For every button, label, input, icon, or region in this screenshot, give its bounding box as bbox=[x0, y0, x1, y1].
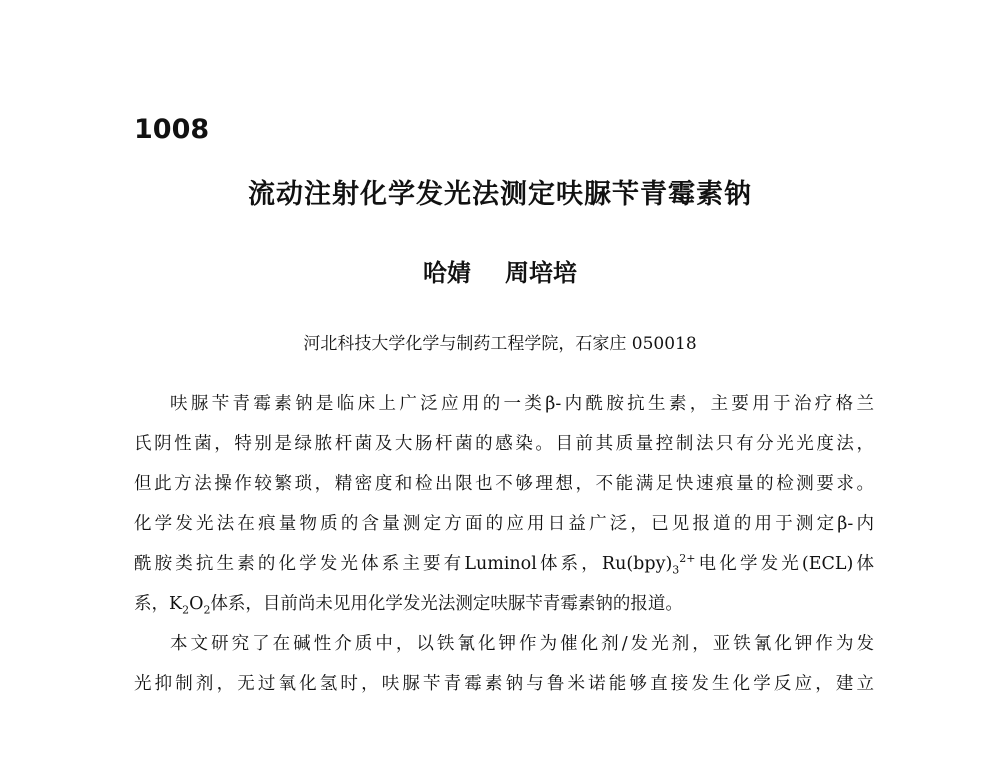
paragraph-1-line-4: 化学发光法在痕量物质的含量测定方面的应用日益广泛，已见报道的用于测定β-内 bbox=[134, 514, 874, 534]
paragraph-2-line-2: 光抑制剂，无过氧化氢时，呋脲苄青霉素钠与鲁米诺能够直接发生化学反应，建立 bbox=[134, 674, 874, 694]
line-6-subscript-2: 2 bbox=[203, 603, 211, 617]
paragraph-1-line-6 bbox=[134, 584, 874, 624]
abstract-body bbox=[134, 384, 874, 704]
paper-title: 流动注射化学发光法测定呋脲苄青霉素钠 bbox=[248, 179, 752, 210]
paragraph-1-line-1: 呋脲苄青霉素钠是临床上广泛应用的一类β-内酰胺抗生素，主要用于治疗格兰 bbox=[170, 394, 874, 414]
line-6-text-c: 体系，目前尚未见用化学发光法测定呋脲苄青霉素钠的报道。 bbox=[210, 594, 683, 614]
line-6-subscript-1: 2 bbox=[182, 603, 190, 617]
paragraph-1-line-5 bbox=[134, 544, 874, 584]
line-6-text-b: O bbox=[189, 594, 204, 614]
author-list bbox=[0, 253, 1000, 288]
line-5-subscript: 3 bbox=[672, 563, 680, 577]
author-2: 周培培 bbox=[505, 259, 577, 287]
line-6-text-a: 系，K bbox=[134, 594, 183, 614]
affiliation: 河北科技大学化学与制药工程学院，石家庄 050018 bbox=[303, 334, 697, 354]
line-5-text-a: 酰胺类抗生素的化学发光体系主要有Luminol体系，Ru(bpy) bbox=[134, 554, 673, 574]
paragraph-1-line-3: 但此方法操作较繁琐，精密度和检出限也不够理想，不能满足快速痕量的检测要求。 bbox=[134, 474, 874, 494]
author-1: 哈婧 bbox=[423, 259, 471, 287]
line-5-text-b: 电化学发光(ECL)体 bbox=[695, 554, 874, 574]
paragraph-2-line-1: 本文研究了在碱性介质中，以铁氰化钾作为催化剂/发光剂，亚铁氰化钾作为发 bbox=[170, 634, 874, 654]
line-5-superscript: 2+ bbox=[679, 552, 696, 566]
paper-number: 1008 bbox=[134, 114, 210, 145]
paragraph-1-line-2: 氏阴性菌，特别是绿脓杆菌及大肠杆菌的感染。目前其质量控制法只有分光光度法， bbox=[134, 434, 874, 454]
